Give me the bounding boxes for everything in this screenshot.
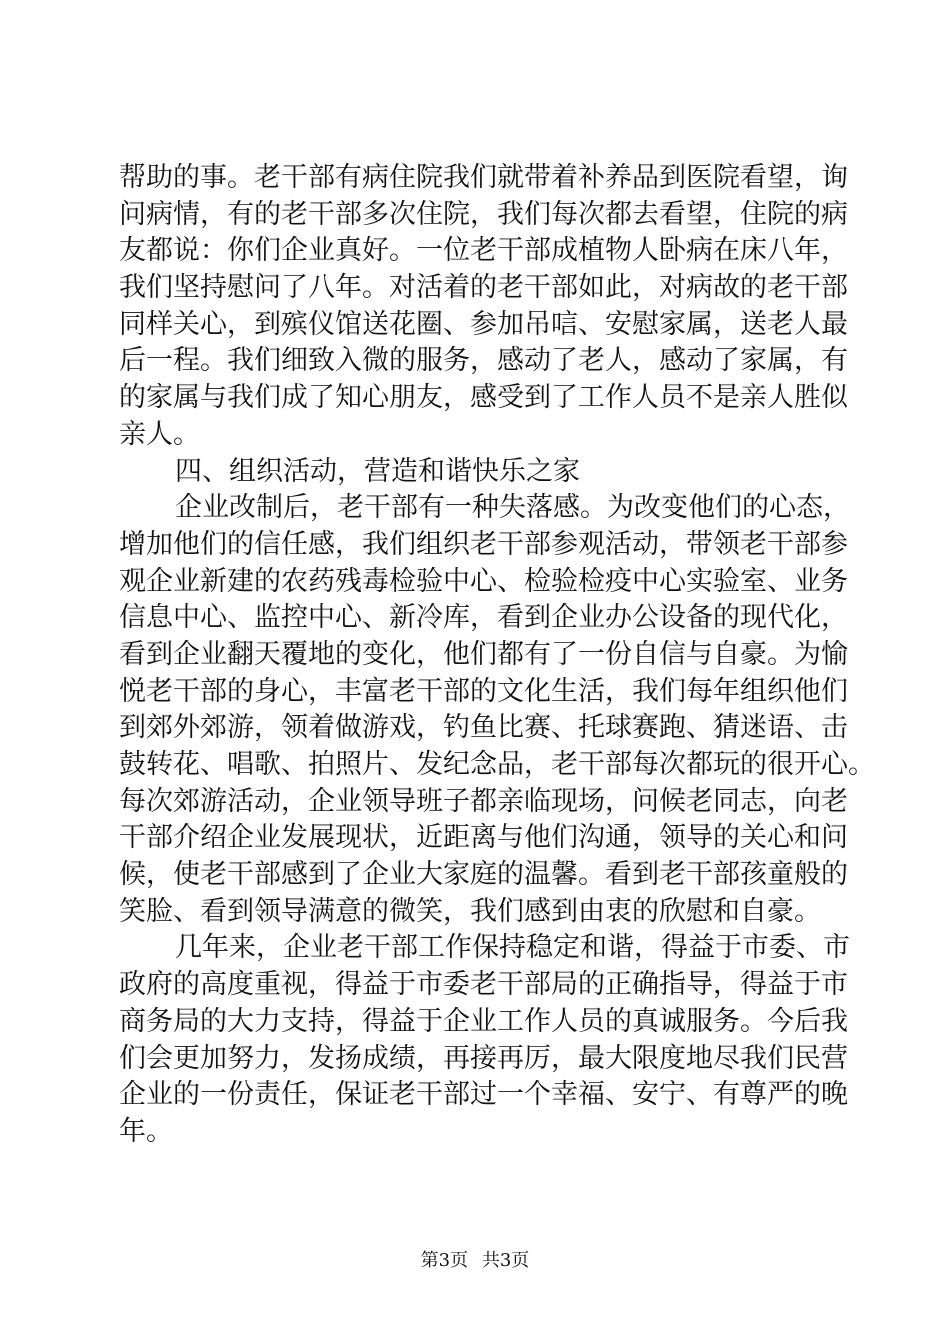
text-line: 问病情，有的老干部多次住院，我们每次都去看望，住院的病 [119,198,848,230]
text-line: 商务局的大力支持，得益于企业工作人员的真诚服务。今后我 [119,1005,848,1037]
text-line: 帮助的事。老干部有病住院我们就带着补养品到医院看望，询 [119,162,848,193]
text-line: 亲人。 [119,418,200,450]
document-body [119,160,875,1151]
section-heading: 四、组织活动，营造和谐快乐之家 [175,455,580,487]
text-line: 观企业新建的农药残毒检验中心、检验检疫中心实验室、业务 [119,565,848,597]
text-line: 增加他们的信任感，我们组织老干部参观活动，带领老干部参 [119,528,848,560]
text-line: 我们坚持慰问了八年。对活着的老干部如此，对病故的老干部 [119,272,848,304]
page-total: 共3页 [481,1250,530,1271]
text-line: 政府的高度重视，得益于市委老干部局的正确指导，得益于市 [119,969,848,1001]
text-line: 的家属与我们成了知心朋友，感受到了工作人员不是亲人胜似 [119,382,848,414]
text-line: 企业的一份责任，保证老干部过一个幸福、安宁、有尊严的晚 [119,1079,848,1111]
text-line: 悦老干部的身心，丰富老干部的文化生活，我们每年组织他们 [119,675,848,707]
text-line: 同样关心，到殡仪馆送花圈、参加吊唁、安慰家属，送老人最 [119,308,848,340]
page-number: 第3页 [420,1250,469,1271]
text-line: 候，使老干部感到了企业大家庭的温馨。看到老干部孩童般的 [119,859,848,891]
text-line: 们会更加努力，发扬成绩，再接再厉，最大限度地尽我们民营 [119,1042,848,1074]
text-line: 干部介绍企业发展现状，近距离与他们沟通，领导的关心和问 [119,822,848,854]
text-line: 看到企业翻天覆地的变化，他们都有了一份自信与自豪。为愉 [119,638,848,670]
text-line: 几年来，企业老干部工作保持稳定和谐，得益于市委、市 [175,932,850,964]
page-footer [0,1246,950,1272]
text-line: 每次郊游活动，企业领导班子都亲临现场，问候老同志，向老 [119,785,848,817]
text-line: 笑脸、看到领导满意的微笑，我们感到由衷的欣慰和自豪。 [119,895,821,927]
text-line: 企业改制后，老干部有一种失落感。为改变他们的心态， [175,492,850,524]
text-line: 信息中心、监控中心、新冷库，看到企业办公设备的现代化， [119,602,848,634]
text-line: 后一程。我们细致入微的服务，感动了老人，感动了家属，有 [119,345,848,377]
text-line: 到郊外郊游，领着做游戏，钓鱼比赛、托球赛跑、猜迷语、击 [119,712,848,744]
text-line: 年。 [119,1115,173,1147]
text-line: 鼓转花、唱歌、拍照片、发纪念品，老干部每次都玩的很开心。 [119,749,875,780]
text-line: 友都说：你们企业真好。一位老干部成植物人卧病在床八年， [119,235,848,267]
